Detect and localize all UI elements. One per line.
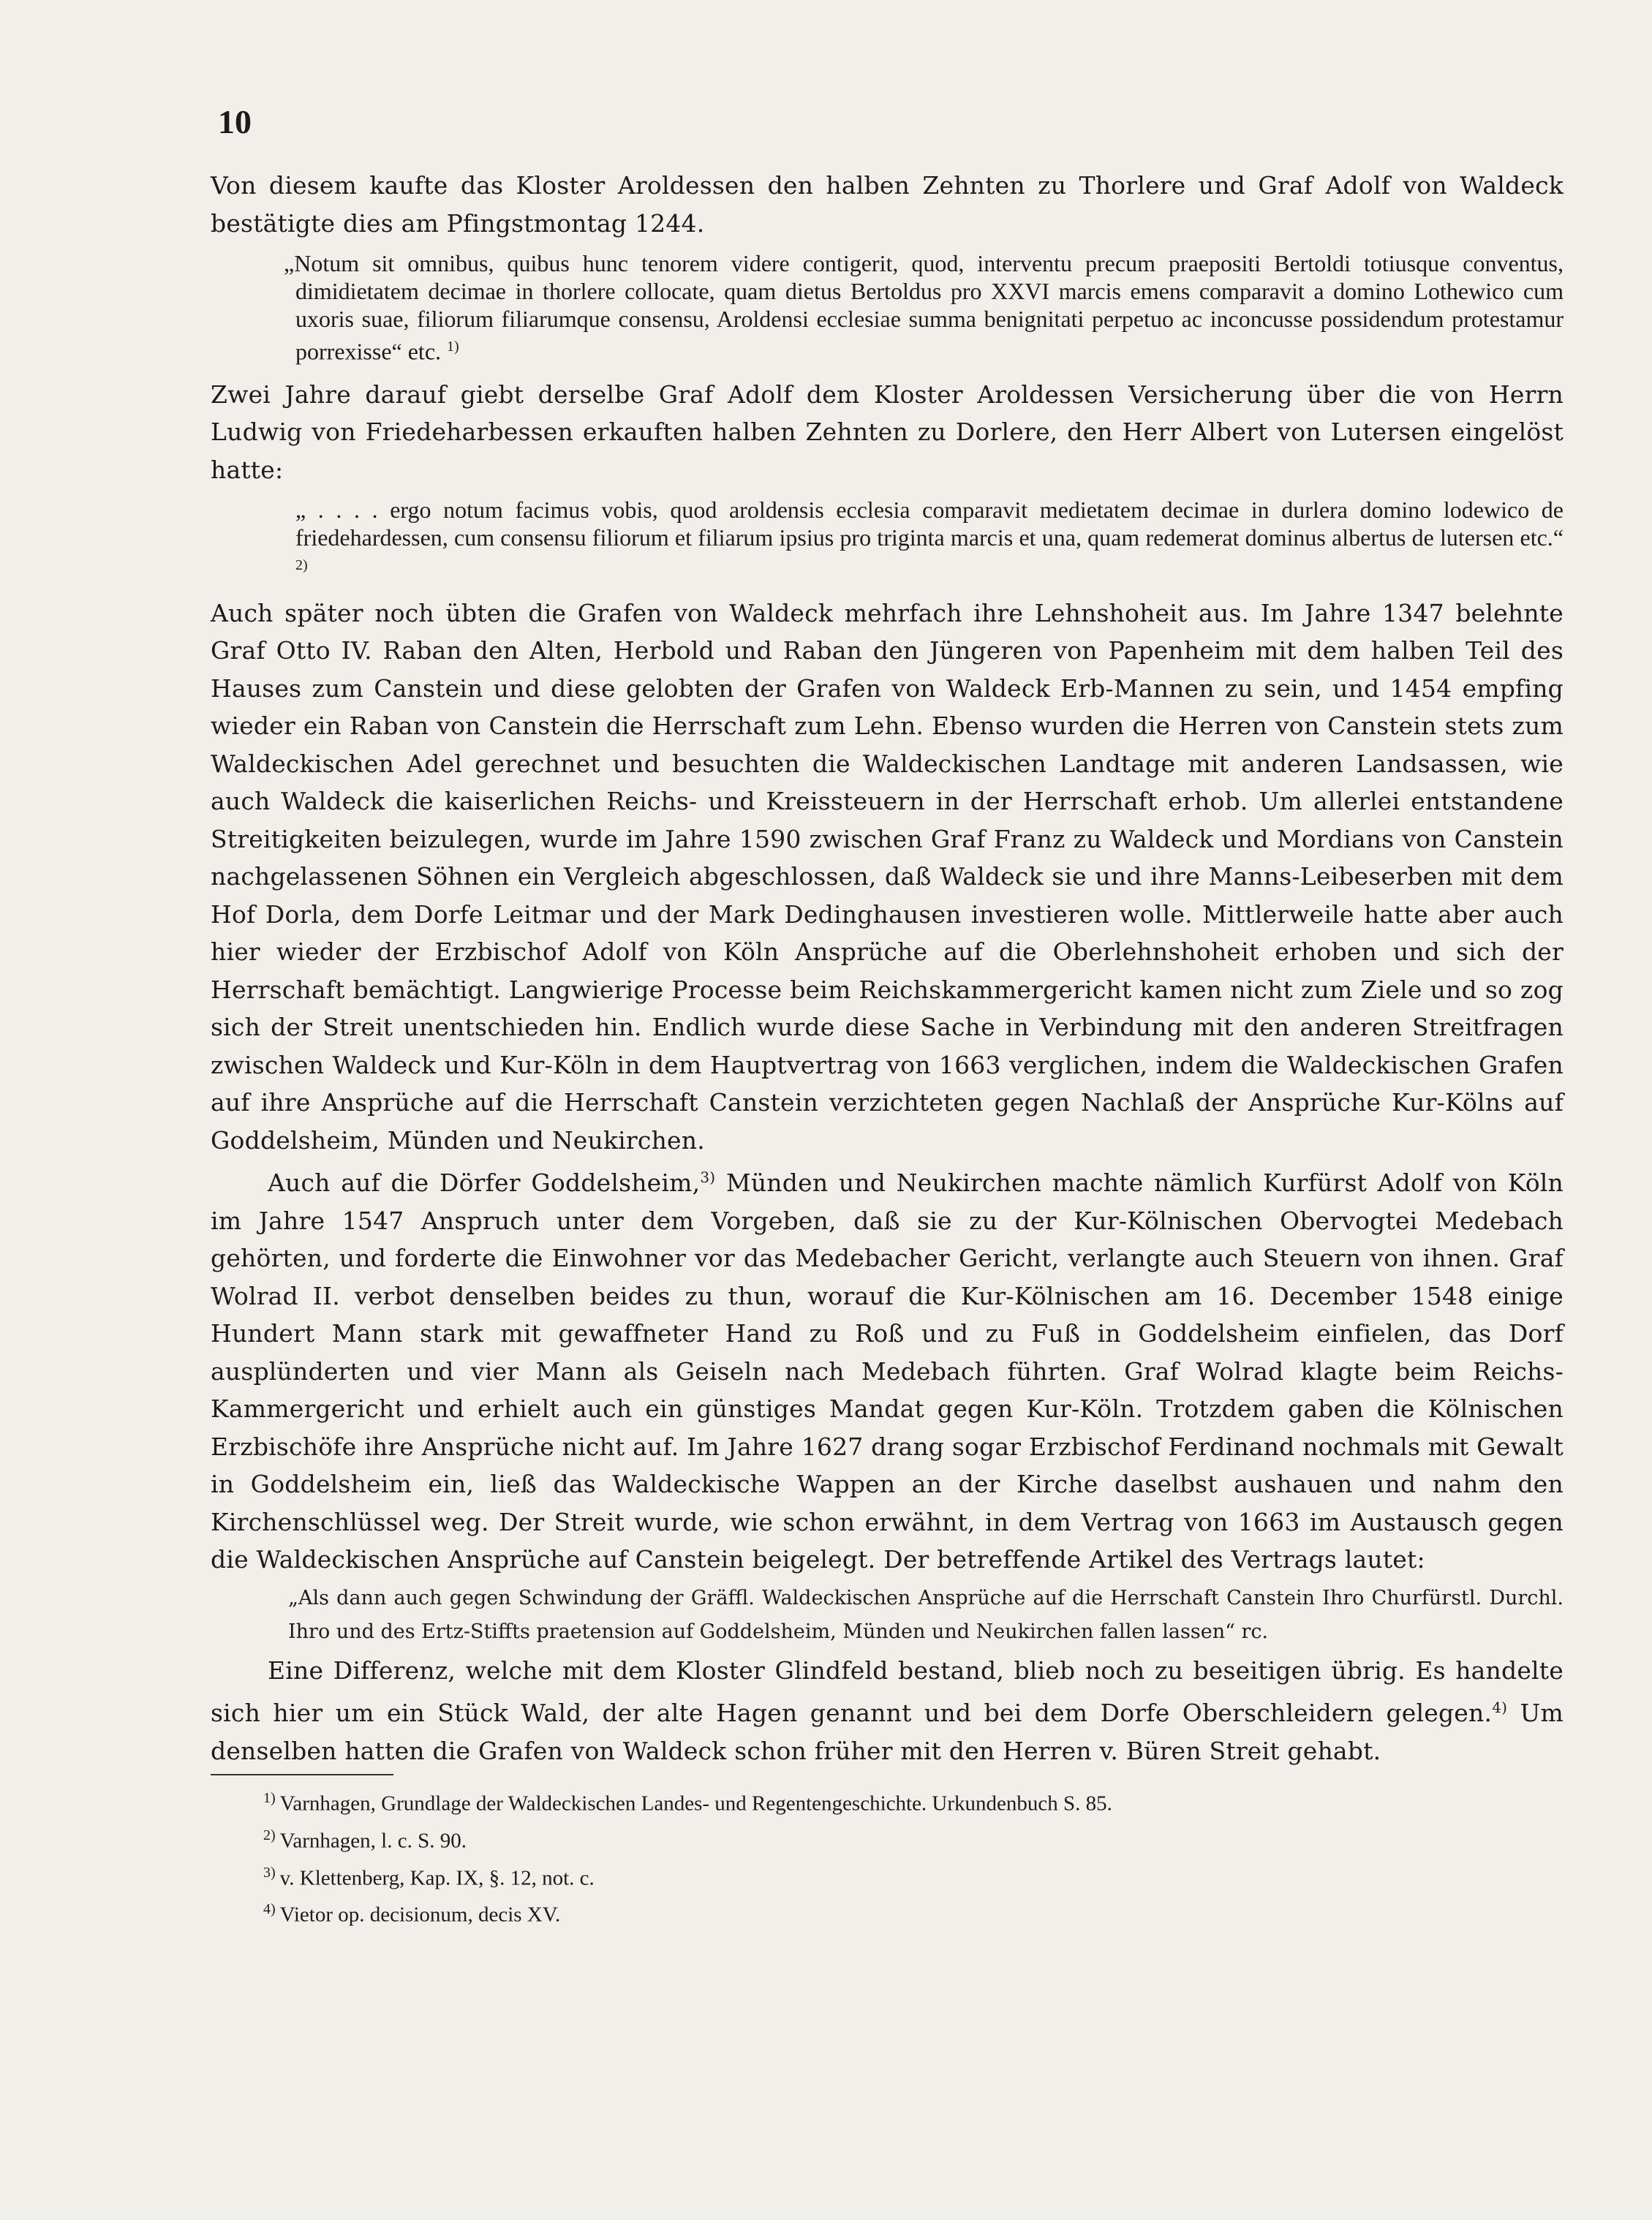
latin-quote-1-text: „Notum sit omnibus, quibus hunc tenorem videre contigerit, quod, interventu precum praepositi Bertoldi totiusque conventus, dimidietatem decimae in thorlere collocate, quam dietus Bertoldus pro XXVI marcis emens comparavit a domino Lothewico cum uxoris suae, filiorum filiarumque consensu, Aroldensi ecclesiae summa benignitati perpetuo ac inconcusse possidendum protestamur porrexisse“ etc. — [284, 250, 1564, 365]
footnote-marker: 1) — [263, 1790, 276, 1807]
paragraph-2: Zwei Jahre darauf giebt derselbe Graf Adolf dem Kloster Aroldessen Versicherung über die von Herrn Ludwig von Friedeharbessen erkauften halben Zehnten zu Dorlere, den Herr Albert von Lutersen eingelöst hatte: — [211, 380, 1564, 484]
page-content — [211, 167, 1564, 1931]
footnotes — [263, 1783, 1564, 1931]
paragraph-4-start: Auch auf die Dörfer Goddelsheim, — [268, 1168, 701, 1198]
paragraph-5 — [211, 1652, 1564, 1770]
footnote-divider — [211, 1774, 393, 1775]
footnote-marker: 2) — [263, 1827, 276, 1843]
latin-quote-2-text: „ . . . . ergo notum facimus vobis, quod aroldensis ecclesia comparavit medietatem decimae in durlera domino lodewico de friedehardessen, cum consensu filiorum et filiarum ipsius pro triginta marcis et una, quam redemerat dominus albertus de lutersen etc.“ — [295, 497, 1564, 551]
footnote-text: v. Klettenberg, Kap. IX, §. 12, not. c. — [279, 1866, 595, 1890]
latin-quote-2 — [295, 496, 1564, 584]
paragraph-4-rest: Münden und Neukirchen machte nämlich Kurfürst Adolf von Köln im Jahre 1547 Anspruch unter dem Vorgeben, daß sie zu der Kur-Kölnischen Obervogtei Medebach gehörten, und forderte die Einwohner vor das Medebacher Gericht, verlangte auch Steuern von ihnen. Graf Wolrad II. verbot denselben beides zu thun, worauf die Kur-Kölnischen am 16. December 1548 einige Hundert Mann stark mit gewaffneter Hand zu Roß und zu Fuß in Goddelsheim einfielen, das Dorf ausplünderten und vier Mann als Geiseln nach Medebach führten. Graf Wolrad klagte beim Reichs-Kammergericht und erhielt auch ein günstiges Mandat gegen Kur-Köln. Trotzdem gaben die Kölnischen Erzbischöfe ihre Ansprüche nicht auf. Im Jahre 1627 drang sogar Erzbischof Ferdinand nochmals mit Gewalt in Goddelsheim ein, ließ das Waldeckische Wappen an der Kirche daselbst aushauen und nahm den Kirchenschlüssel weg. Der Streit wurde, wie schon erwähnt, in dem Vertrag von 1663 im Austausch gegen die Waldeckischen Ansprüche auf Canstein beigelegt. Der betreffende Artikel des Vertrags lautet: — [211, 1168, 1564, 1574]
page-number: 10 — [218, 103, 252, 140]
paragraph-1: Von diesem kaufte das Kloster Aroldessen den halben Zehnten zu Thorlere und Graf Adolf von Waldeck bestätigte dies am Pfingstmontag 1244. — [211, 171, 1564, 238]
latin-quote-1 — [284, 249, 1564, 366]
footnote-text: Varnhagen, Grundlage der Waldeckischen Landes- und Regentengeschichte. Urkundenbuch S. 85. — [279, 1792, 1112, 1816]
footnote-1 — [263, 1783, 1564, 1820]
footnote-4 — [263, 1894, 1564, 1931]
paragraph-5-rest: Um denselben hatten die Grafen von Waldeck schon früher mit den Herren v. Büren Streit gehabt. — [211, 1699, 1564, 1765]
footnote-text: Vietor op. decisionum, decis XV. — [279, 1903, 561, 1927]
footnote-marker: 3) — [263, 1864, 276, 1881]
footnote-ref-4: 4) — [1492, 1699, 1508, 1717]
paragraph-3: Auch später noch übten die Grafen von Waldeck mehrfach ihre Lehnshoheit aus. Im Jahre 1347 belehnte Graf Otto IV. Raban den Alten, Herbold und Raban den Jüngeren von Papenheim mit dem halben Teil des Hauses zum Canstein und diese gelobten der Grafen von Waldeck Erb-Mannen zu sein, und 1454 empfing wieder ein Raban von Canstein die Herrschaft zum Lehn. Ebenso wurden die Herren von Canstein stets zum Waldeckischen Adel gerechnet und besuchten die Waldeckischen Landtage mit anderen Landsassen, wie auch Waldeck die kaiserlichen Reichs- und Kreissteuern in der Herrschaft erhob. Um allerlei entstandene Streitigkeiten beizulegen, wurde im Jahre 1590 zwischen Graf Franz zu Waldeck und Mordians von Canstein nachgelassenen Söhnen ein Vergleich abgeschlossen, daß Waldeck sie und ihre Manns-Leibeserben mit dem Hof Dorla, dem Dorfe Leitmar und der Mark Dedinghausen investieren wolle. Mittlerweile hatte aber auch hier wieder der Erzbischof Adolf von Köln Ansprüche auf die Oberlehnshoheit erhoben und sich der Herrschaft bemächtigt. Langwierige Processe beim Reichskammergericht kamen nicht zum Ziele und so zog sich der Streit unentschieden hin. Endlich wurde diese Sache in Verbindung mit den anderen Streitfragen zwischen Waldeck und Kur-Köln in dem Hauptvertrag von 1663 verglichen, indem die Waldeckischen Grafen auf ihre Ansprüche auf die Herrschaft Canstein verzichteten gegen Nachlaß der Ansprüche Kur-Kölns auf Goddelsheim, Münden und Neukirchen. — [211, 598, 1564, 1155]
treaty-quote: „Als dann auch gegen Schwindung der Gräffl. Waldeckischen Ansprüche auf die Herrschaft Canstein Ihro Churfürstl. Durchl. Ihro und des Ertz-Stiffts praetension auf Goddelsheim, Münden und Neukirchen fallen lassen“ rc. — [288, 1586, 1564, 1643]
footnote-ref-1: 1) — [447, 339, 459, 355]
footnote-marker: 4) — [263, 1901, 276, 1918]
paragraph-5-start: Eine Differenz, welche mit dem Kloster Glindfeld bestand, blieb noch zu beseitigen übrig. Es handelte sich hier um ein Stück Wald, der alte Hagen genannt und bei dem Dorfe Oberschleidern gelegen. — [211, 1655, 1564, 1728]
paragraph-4 — [211, 1159, 1564, 1579]
footnote-text: Varnhagen, l. c. S. 90. — [279, 1829, 467, 1853]
footnote-ref-2: 2) — [295, 557, 308, 574]
footnote-ref-3: 3) — [700, 1168, 716, 1187]
footnote-2 — [263, 1820, 1564, 1857]
footnote-3 — [263, 1857, 1564, 1895]
